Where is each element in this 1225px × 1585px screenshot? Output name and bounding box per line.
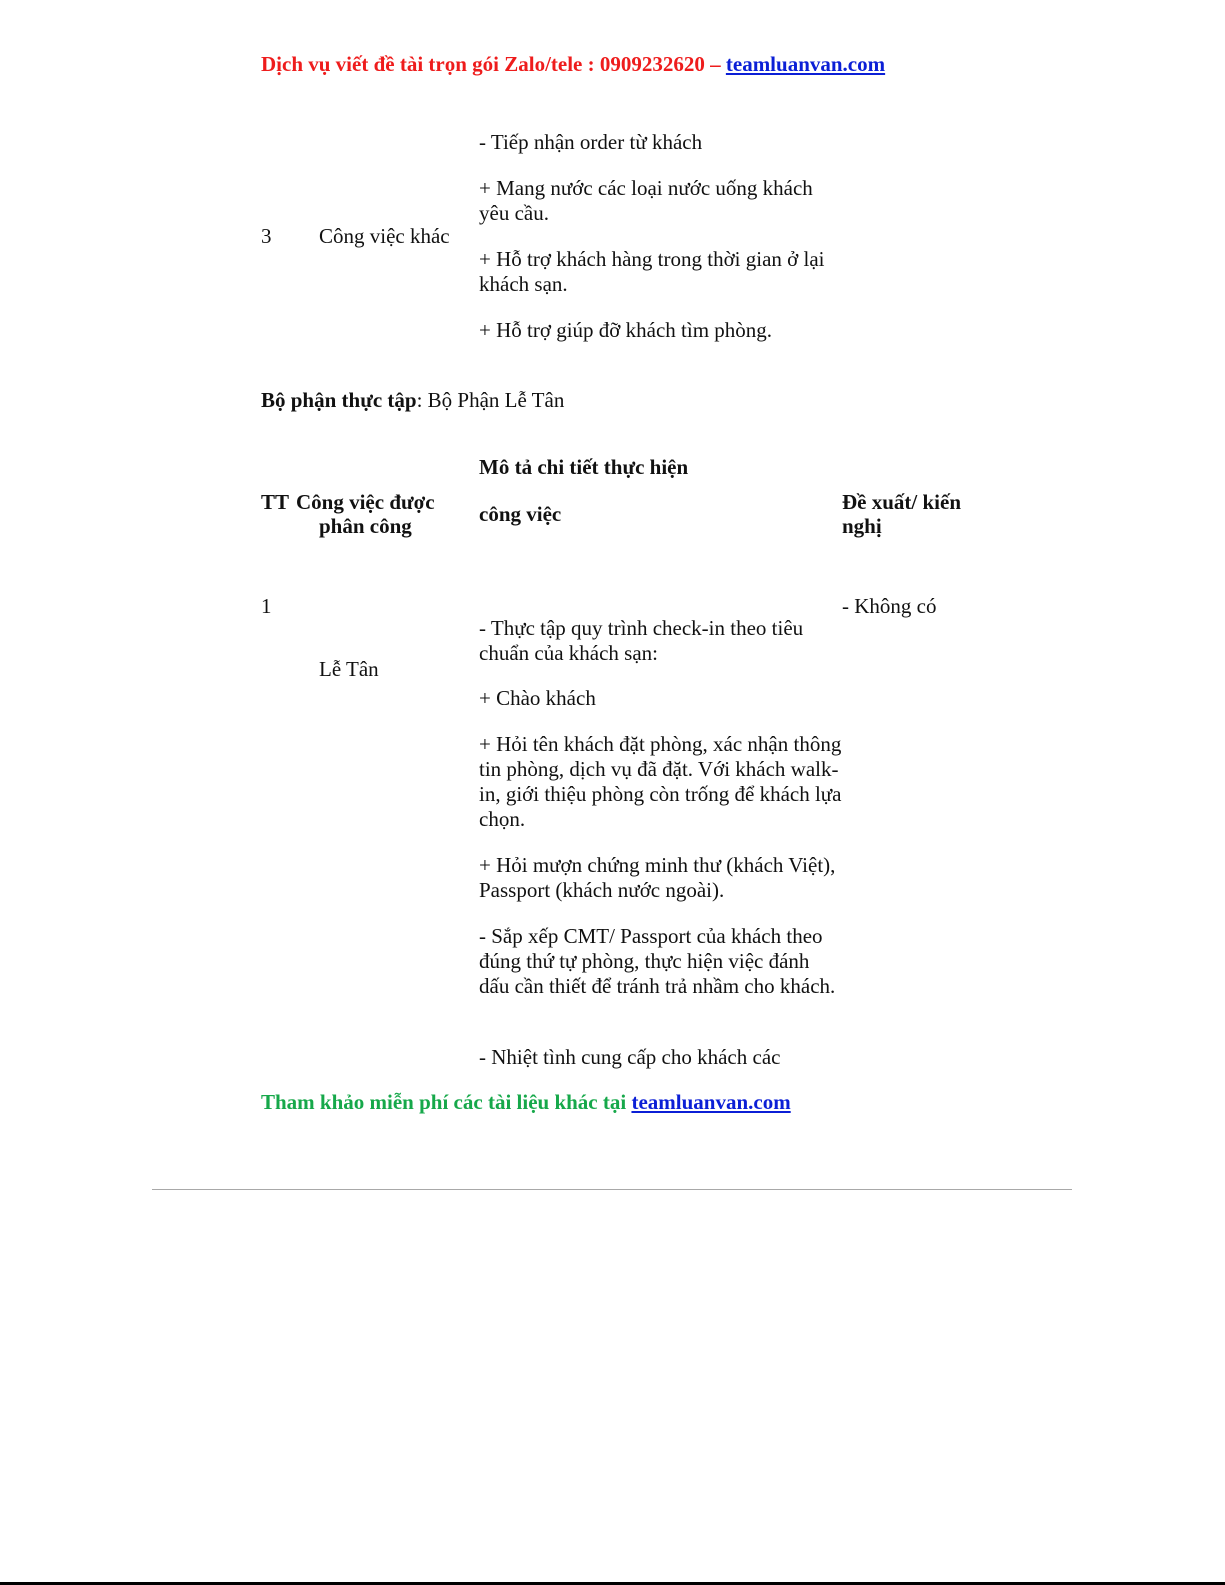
- detail-item: - Sắp xếp CMT/ Passport của khách theo đúng thứ tự phòng, thực hiện việc đánh dấu cần thiết để tránh trả nhầm cho khách.: [479, 924, 836, 998]
- detail-item: - Nhiệt tình cung cấp cho khách các: [479, 1045, 781, 1069]
- table2-detail-2: [479, 686, 844, 711]
- table2-detail-1: [479, 616, 844, 666]
- detail-item: + Mang nước các loại nước uống khách yêu cầu.: [479, 176, 813, 225]
- detail-item: + Hỏi mượn chứng minh thư (khách Việt), Passport (khách nước ngoài).: [479, 853, 836, 902]
- table1-row-details: [479, 130, 844, 155]
- page-divider: [152, 1189, 1072, 1190]
- detail-item: - Tiếp nhận order từ khách: [479, 130, 703, 154]
- header-text: Dịch vụ viết đề tài trọn gói Zalo/tele : 0909232620 –: [261, 52, 726, 76]
- department-value: : Bộ Phận Lễ Tân: [416, 388, 565, 412]
- table1-row-details-2: [479, 176, 844, 226]
- table2-row-task: Lễ Tân: [319, 657, 379, 681]
- table2-detail-6: [479, 1045, 844, 1070]
- header-link[interactable]: teamluanvan.com: [725, 52, 886, 76]
- detail-item: - Thực tập quy trình check-in theo tiêu chuẩn của khách sạn:: [479, 616, 804, 665]
- table2-row-suggest: - Không có: [842, 594, 937, 618]
- table1-row-details-3: [479, 247, 844, 297]
- detail-item: + Hỏi tên khách đặt phòng, xác nhận thông tin phòng, dịch vụ đã đặt. Với khách walk-in, giới thiệu phòng còn trống để khách lựa chọn.: [479, 732, 842, 831]
- table2-detail-3: [479, 732, 844, 832]
- table2-header-task-line1: Công việc được: [296, 490, 435, 514]
- table2-header-task-line2: phân công: [319, 514, 412, 538]
- table2-header-tt: TT: [261, 490, 290, 514]
- footer-link[interactable]: teamluanvan.com: [631, 1090, 791, 1114]
- table2-detail-5: [479, 924, 844, 999]
- footer-banner: [261, 1090, 791, 1115]
- table1-row-tt: 3: [261, 224, 272, 248]
- department-line: [261, 388, 564, 413]
- table1-row-task: Công việc khác: [319, 224, 450, 248]
- table1-row-details-4: [479, 318, 844, 343]
- table2-header-detail-line2: công việc: [479, 502, 562, 526]
- table2-header-detail-line1: Mô tả chi tiết thực hiện: [479, 455, 689, 479]
- table2-header-suggest-line1: Đề xuất/ kiến: [842, 490, 962, 514]
- detail-item: + Chào khách: [479, 686, 596, 710]
- table2-detail-4: [479, 853, 844, 903]
- header-banner: [261, 52, 885, 77]
- detail-item: + Hỗ trợ giúp đỡ khách tìm phòng.: [479, 318, 773, 342]
- table2-header-suggest-line2: nghị: [842, 514, 882, 538]
- detail-item: + Hỗ trợ khách hàng trong thời gian ở lại khách sạn.: [479, 247, 825, 296]
- department-label: Bộ phận thực tập: [261, 388, 417, 412]
- table2-row-tt: 1: [261, 594, 272, 618]
- footer-text: Tham khảo miễn phí các tài liệu khác tại: [261, 1090, 632, 1114]
